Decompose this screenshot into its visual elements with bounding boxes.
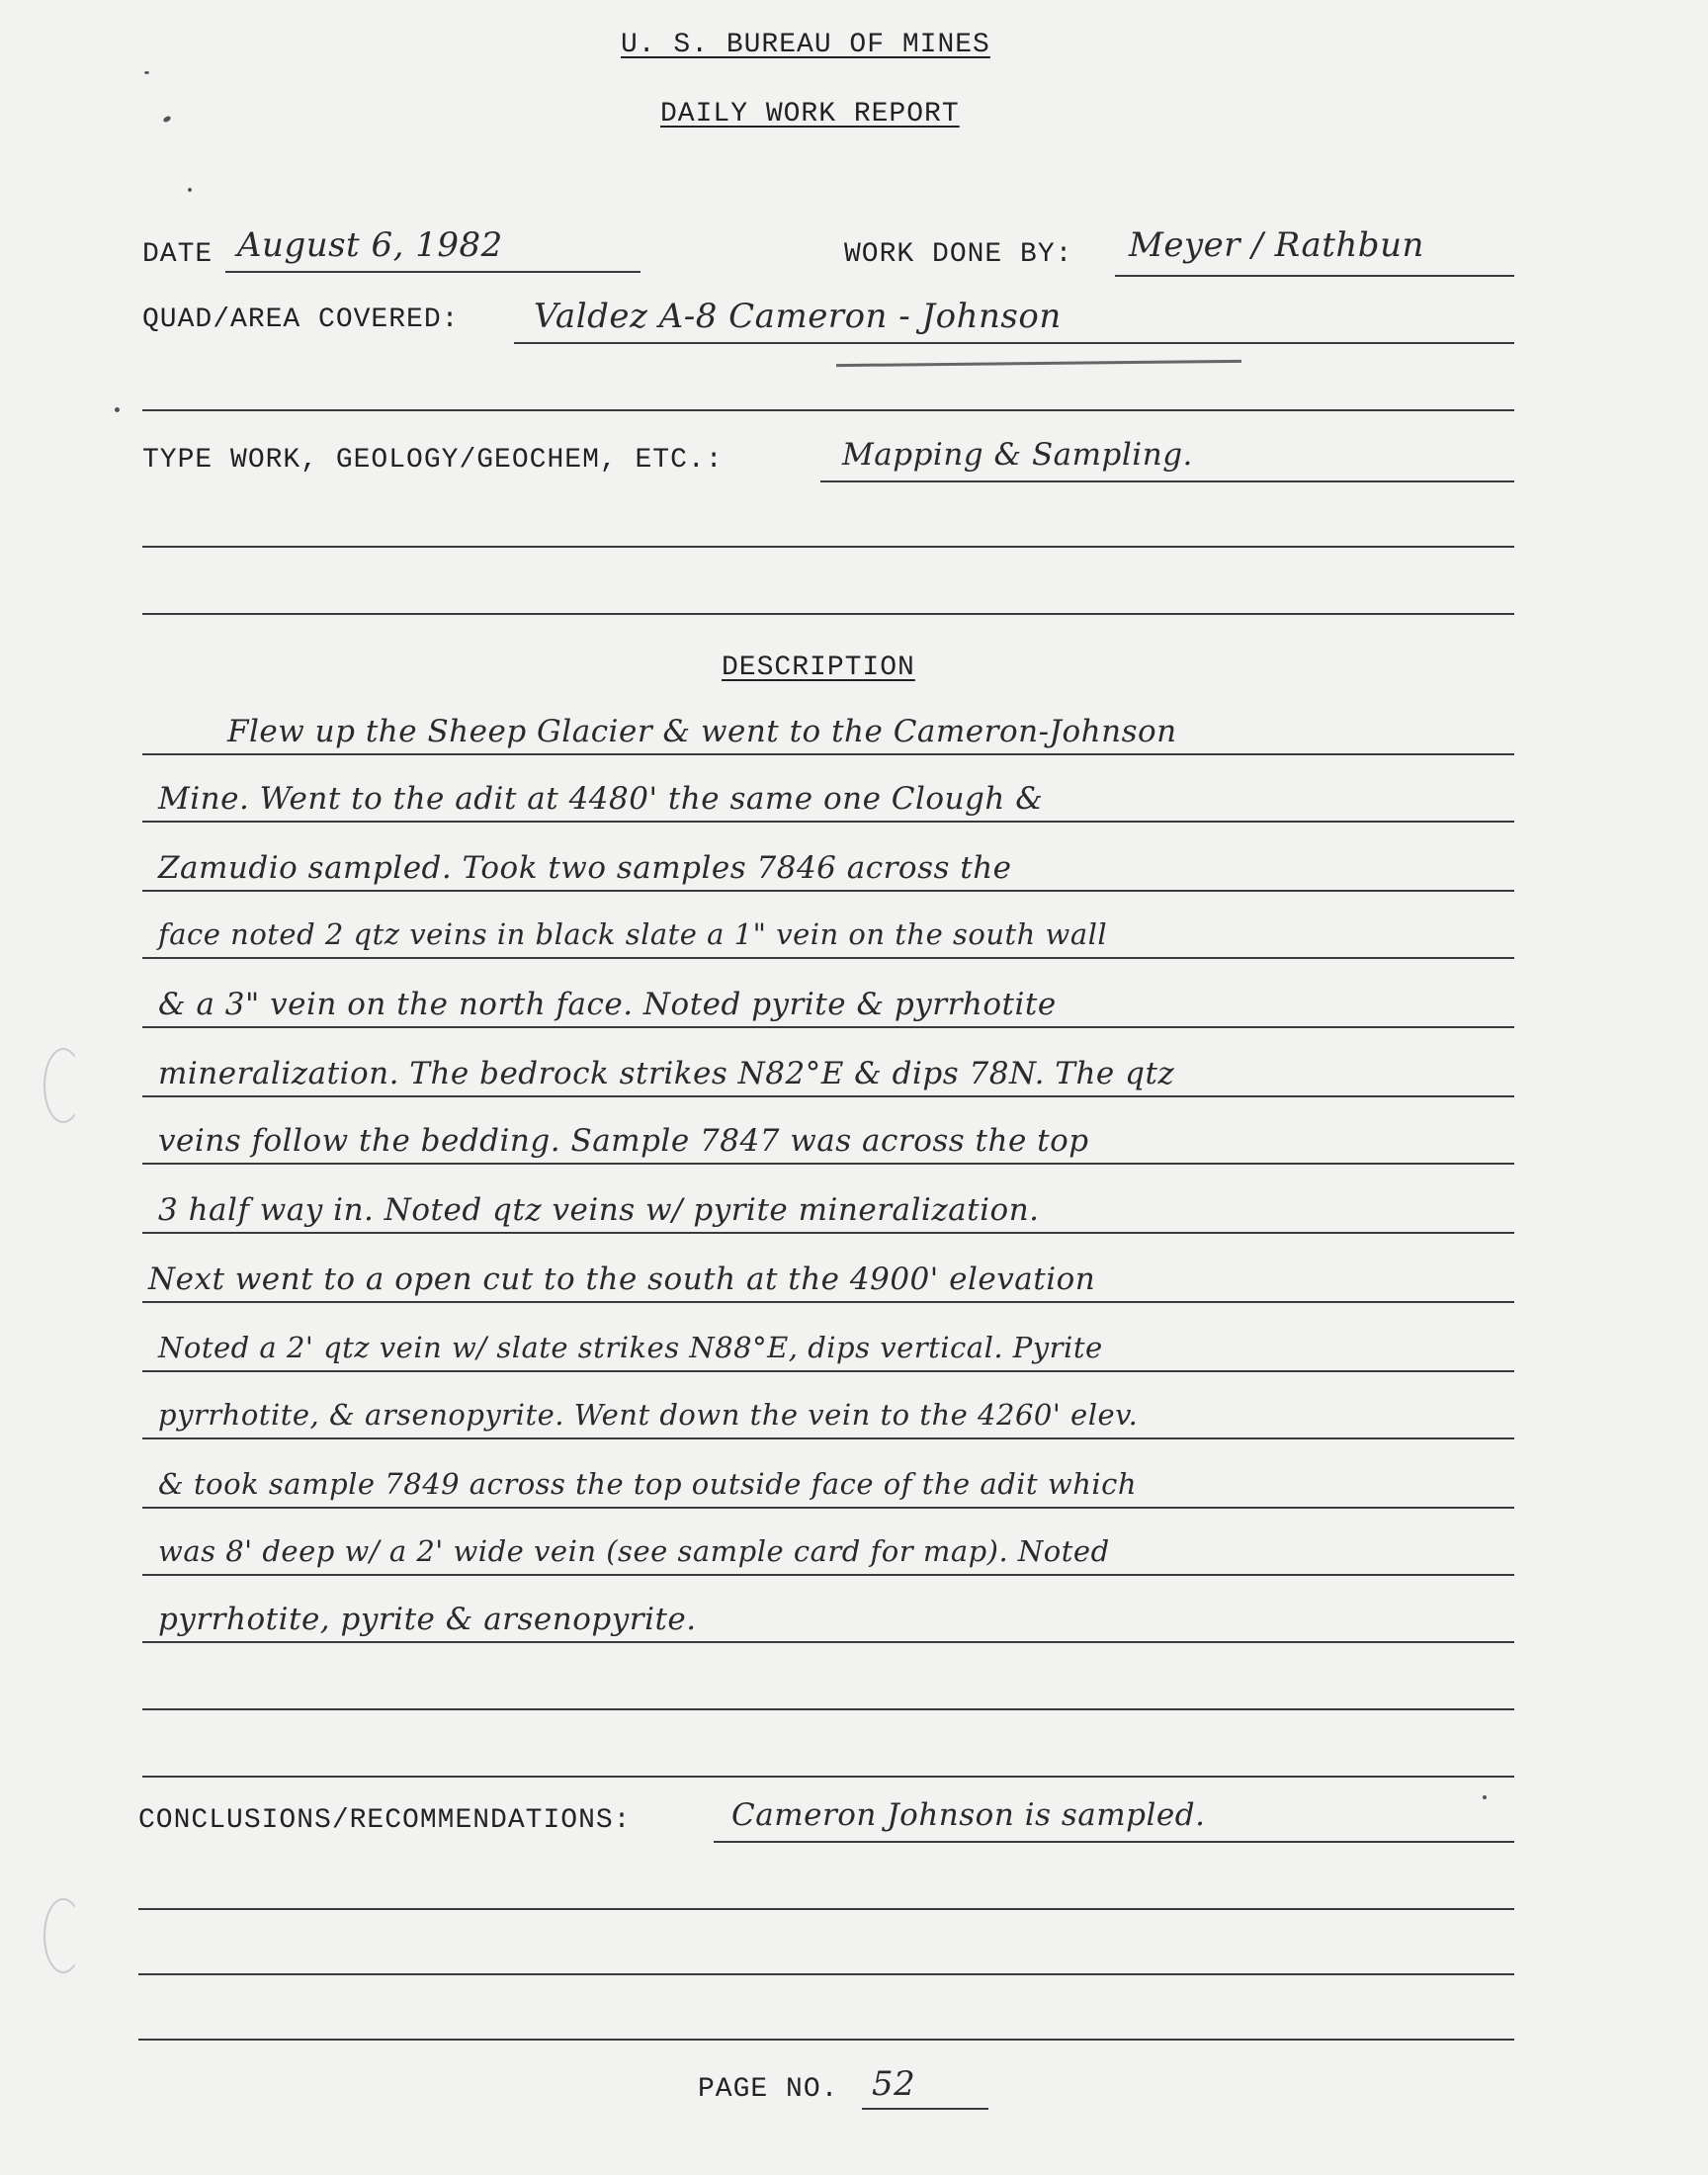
quad-area-value: Valdez A-8 Cameron - Johnson	[534, 297, 1062, 336]
description-text-line: was 8' deep w/ a 2' wide vein (see sample card for map). Noted	[158, 1534, 1110, 1568]
punch-hole-bottom	[43, 1898, 83, 1973]
work-done-by-line	[1115, 275, 1514, 277]
page-number-value: 52	[872, 2064, 916, 2104]
conclusions-label: CONCLUSIONS/RECOMMENDATIONS:	[138, 1805, 632, 1836]
description-heading: DESCRIPTION	[722, 652, 915, 683]
description-line	[142, 1641, 1514, 1643]
description-line	[142, 1026, 1514, 1028]
conclusions-value: Cameron Johnson is sampled.	[731, 1797, 1206, 1833]
blank-line-5	[138, 1973, 1514, 1975]
quad-underscore-mark	[836, 360, 1241, 367]
description-line	[142, 1507, 1514, 1509]
description-line	[142, 1232, 1514, 1234]
conclusions-line	[714, 1841, 1514, 1843]
description-line	[142, 890, 1514, 892]
description-line	[142, 753, 1514, 755]
description-text-line: & a 3" vein on the north face. Noted pyrite & pyrrhotite	[158, 987, 1057, 1022]
speck-mark	[144, 71, 149, 74]
page-number-line	[862, 2108, 988, 2110]
description-line	[142, 1095, 1514, 1097]
speck-mark	[1483, 1795, 1487, 1799]
blank-line-2	[142, 546, 1514, 548]
quad-area-line	[514, 342, 1514, 344]
work-done-by-value: Meyer / Rathbun	[1129, 225, 1424, 265]
description-text-line: veins follow the bedding. Sample 7847 was across the top	[158, 1123, 1089, 1159]
description-text-line: mineralization. The bedrock strikes N82°E & dips 78N. The qtz	[158, 1056, 1175, 1091]
speck-mark	[188, 188, 192, 192]
work-done-by-label: WORK DONE BY:	[844, 239, 1073, 270]
description-line	[142, 1301, 1514, 1303]
speck-mark	[115, 407, 120, 412]
blank-line-1	[142, 409, 1514, 411]
description-line	[142, 1437, 1514, 1439]
blank-line-4	[138, 1908, 1514, 1910]
description-line	[142, 821, 1514, 823]
page-number-label: PAGE NO.	[698, 2074, 839, 2105]
description-text-line: pyrrhotite, & arsenopyrite. Went down the vein to the 4260' elev.	[158, 1398, 1139, 1432]
description-text-line: Flew up the Sheep Glacier & went to the Cameron-Johnson	[227, 714, 1177, 749]
description-text-line: Mine. Went to the adit at 4480' the same one Clough &	[158, 781, 1044, 817]
form-title: DAILY WORK REPORT	[660, 99, 960, 130]
description-line	[142, 1708, 1514, 1710]
description-text-line: pyrrhotite, pyrite & arsenopyrite.	[158, 1602, 697, 1637]
description-text-line: Zamudio sampled. Took two samples 7846 across the	[158, 850, 1012, 886]
agency-title: U. S. BUREAU OF MINES	[621, 30, 990, 60]
description-text-line: Noted a 2' qtz vein w/ slate strikes N88°E, dips vertical. Pyrite	[158, 1331, 1103, 1364]
speck-mark	[162, 115, 171, 123]
description-text-line: & took sample 7849 across the top outside face of the adit which	[158, 1467, 1138, 1501]
type-work-label: TYPE WORK, GEOLOGY/GEOCHEM, ETC.:	[142, 445, 724, 476]
type-work-value: Mapping & Sampling.	[842, 437, 1193, 473]
blank-line-6	[138, 2039, 1514, 2041]
punch-hole-top	[43, 1048, 83, 1123]
description-line	[142, 1370, 1514, 1372]
description-text-line: face noted 2 qtz veins in black slate a 1" vein on the south wall	[158, 917, 1108, 951]
description-line	[142, 957, 1514, 959]
description-line	[142, 1574, 1514, 1576]
date-value: August 6, 1982	[237, 225, 503, 265]
date-line	[225, 271, 640, 273]
description-line	[142, 1163, 1514, 1165]
description-text-line: Next went to a open cut to the south at the 4900' elevation	[148, 1262, 1096, 1297]
quad-area-label: QUAD/AREA COVERED:	[142, 304, 460, 335]
description-text-line: 3 half way in. Noted qtz veins w/ pyrite mineralization.	[158, 1192, 1040, 1228]
type-work-line	[820, 480, 1514, 482]
description-line	[142, 1776, 1514, 1778]
blank-line-3	[142, 613, 1514, 615]
date-label: DATE	[142, 239, 214, 270]
